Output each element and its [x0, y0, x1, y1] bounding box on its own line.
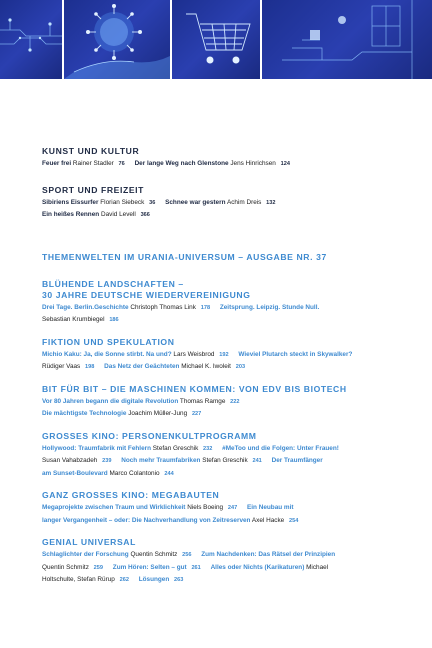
toc-entry-page[interactable]: 247	[227, 505, 238, 511]
toc-entry-page[interactable]: 254	[289, 517, 299, 524]
toc-entry-author: Holtschulte, Stefan Rürup	[42, 576, 115, 583]
section-title-kunst: KUNST UND KULTUR	[42, 146, 140, 156]
toc-line	[42, 562, 402, 575]
toc-entry-page[interactable]: 263	[174, 577, 184, 583]
toc-entry-author: Niels Boeing	[187, 504, 224, 511]
toc-entry-page[interactable]: 261	[191, 564, 201, 571]
interior-illustration	[262, 0, 432, 79]
toc-entry-title[interactable]: Noch mehr Traumfabriken	[121, 457, 201, 464]
toc-line	[42, 574, 402, 587]
toc-entry-title[interactable]: Die mächtigste Technologie	[42, 410, 127, 417]
toc-line	[42, 502, 402, 515]
toc-entry-title[interactable]: langer Vergangenheit – oder: Die Nachverhandlung von Zeitreserven	[42, 516, 251, 524]
toc-entry-title[interactable]: Michio Kaku: Ja, die Sonne stirbt. Na und?	[42, 350, 172, 358]
section-title-kino: GROSSES KINO: PERSONENKULTPROGRAMM	[42, 430, 257, 441]
section-title-bluehende-line1: BLÜHENDE LANDSCHAFTEN –	[42, 278, 184, 289]
toc-line	[42, 302, 402, 315]
toc-line	[42, 468, 402, 481]
toc-entry-page[interactable]: 227	[191, 411, 202, 417]
toc-entry-page[interactable]: 222	[230, 398, 240, 405]
toc-entry-page[interactable]: 124	[280, 161, 290, 167]
toc-entry-title[interactable]: Drei Tage. Berlin.Geschichte	[42, 303, 129, 311]
toc-entry-author: Susan Vahabzadeh	[42, 457, 98, 464]
toc-entry-title[interactable]: Der Traumfänger	[271, 457, 323, 464]
toc-entry-author: Marco Colantonio	[109, 469, 160, 477]
toc-entry-title[interactable]: Lösungen	[138, 576, 170, 583]
toc-entry-author: Michael	[306, 563, 329, 571]
interior-graphic	[262, 0, 432, 79]
toc-line	[42, 396, 402, 409]
toc-entry-title[interactable]: Schlaglichter der Forschung	[42, 551, 129, 558]
toc-entry-author: Stefan Greschik	[152, 444, 199, 452]
toc-entry-title[interactable]: Vor 80 Jahren begann die digitale Revolution	[42, 397, 179, 405]
toc-entry-page[interactable]: 232	[203, 445, 213, 452]
toc-entry-page[interactable]: 36	[149, 199, 156, 206]
toc-entry-title[interactable]: Feuer frei	[42, 160, 72, 167]
toc-entry-author: David Levell	[100, 211, 136, 218]
toc-entry-author: Stefan Greschik	[202, 457, 248, 464]
toc-entry-title[interactable]: Schnee war gestern	[165, 198, 226, 206]
toc-entry-author: Lars Weisbrod	[173, 350, 215, 358]
section-title-bit: BIT FÜR BIT – DIE MASCHINEN KOMMEN: VON EDV BIS BIOTECH	[42, 383, 347, 394]
toc-entry-title[interactable]: Megaprojekte zwischen Traum und Wirklichkeit	[42, 504, 186, 511]
toc-entry-title[interactable]: am Sunset-Boulevard	[42, 469, 108, 477]
section-title-fiktion: FIKTION UND SPEKULATION	[42, 336, 175, 347]
toc-entry-author: Rüdiger Vaas	[42, 363, 81, 370]
toc-entry-author: Quentin Schmitz	[42, 563, 89, 571]
toc-entry-page[interactable]: 203	[235, 364, 246, 370]
toc-entry-author: Michael K. Iwoleit	[181, 363, 231, 370]
toc-line	[42, 361, 402, 374]
toc-entry-page[interactable]: 259	[93, 564, 104, 571]
toc-line	[42, 349, 402, 362]
toc-entry-author: Christoph Thomas Link	[130, 303, 196, 311]
section-title-genial: GENIAL UNIVERSAL	[42, 537, 136, 547]
toc-entry-page[interactable]: 192	[219, 351, 229, 358]
toc-entry-author: Axel Hacke	[251, 516, 285, 524]
toc-entry-title[interactable]: Zeitsprung. Leipzig. Stunde Null.	[219, 303, 320, 311]
toc-line	[42, 158, 402, 171]
toc-entry-title[interactable]: Zum Hören: Selten – gut	[112, 563, 187, 571]
toc-line	[42, 443, 402, 456]
circuit-illustration	[0, 0, 62, 79]
toc-entry-page[interactable]: 241	[252, 458, 262, 464]
toc-line	[42, 455, 402, 468]
toc-entry-author: Rainer Stadler	[72, 160, 114, 167]
toc-entry-page[interactable]: 198	[85, 364, 95, 370]
toc-line	[42, 197, 402, 210]
toc-entry-title[interactable]: Sibiriens Eissurfer	[42, 198, 99, 206]
shopping-cart-illustration	[172, 0, 260, 79]
toc-entry-title[interactable]: Ein Neubau mit	[247, 504, 294, 511]
toc-line	[42, 209, 402, 222]
cart-graphic	[172, 0, 260, 79]
virus-graphic	[64, 0, 170, 79]
toc-entry-title[interactable]: Wieviel Plutarch steckt in Skywalker?	[238, 350, 353, 358]
toc-entry-page[interactable]: 132	[266, 199, 276, 206]
toc-line	[42, 515, 402, 528]
toc-entry-title[interactable]: Hollywood: Traumfabrik mit Fehlern	[42, 444, 152, 452]
toc-entry-page[interactable]: 244	[164, 470, 174, 477]
toc-entry-author: Florian Siebeck	[100, 198, 145, 206]
toc-entry-author: Joachim Müller-Jung	[128, 410, 188, 417]
toc-entry-page[interactable]: 186	[109, 317, 119, 323]
toc-entry-author: Jens Hinrichsen	[230, 160, 276, 167]
toc-entry-title[interactable]: Zum Nachdenken: Das Rätsel der Prinzipien	[201, 551, 336, 558]
toc-line	[42, 549, 402, 562]
toc-entry-author: Quentin Schmitz	[130, 551, 178, 558]
toc-entry-title[interactable]: Alles oder Nichts (Karikaturen)	[210, 563, 305, 571]
header-banner	[0, 0, 432, 79]
toc-line	[42, 408, 402, 421]
themenwelten-heading: THEMENWELTEN IM URANIA-UNIVERSUM – AUSGABE NR. 37	[42, 251, 327, 262]
section-title-sport: SPORT UND FREIZEIT	[42, 184, 144, 195]
toc-entry-page[interactable]: 256	[182, 552, 192, 558]
toc-entry-title[interactable]: #MeToo und die Folgen: Unter Frauen!	[222, 444, 339, 452]
table-of-contents	[42, 146, 402, 587]
toc-entry-title[interactable]: Der lange Weg nach Glenstone	[134, 160, 229, 167]
section-title-megabauten: GANZ GROSSES KINO: MEGABAUTEN	[42, 490, 220, 500]
toc-entry-page[interactable]: 178	[200, 304, 211, 311]
virus-hand-illustration	[64, 0, 170, 79]
toc-entry-title[interactable]: Das Netz der Geächteten	[104, 363, 180, 370]
toc-entry-author: Thomas Ramge	[179, 397, 226, 405]
toc-entry-author: Sebastian Krumbiegel	[42, 316, 105, 323]
toc-entry-page[interactable]: 239	[102, 458, 112, 464]
section-title-bluehende-line2: 30 JAHRE DEUTSCHE WIEDERVEREINIGUNG	[42, 289, 251, 300]
toc-entry-page[interactable]: 262	[119, 577, 129, 583]
circuit-graphic	[0, 0, 62, 79]
toc-entry-page[interactable]: 76	[118, 161, 125, 167]
toc-entry-page[interactable]: 366	[140, 212, 150, 218]
toc-entry-title[interactable]: Ein heißes Rennen	[42, 211, 100, 218]
toc-line	[42, 314, 402, 327]
toc-entry-author: Achim Dreis	[226, 198, 262, 206]
